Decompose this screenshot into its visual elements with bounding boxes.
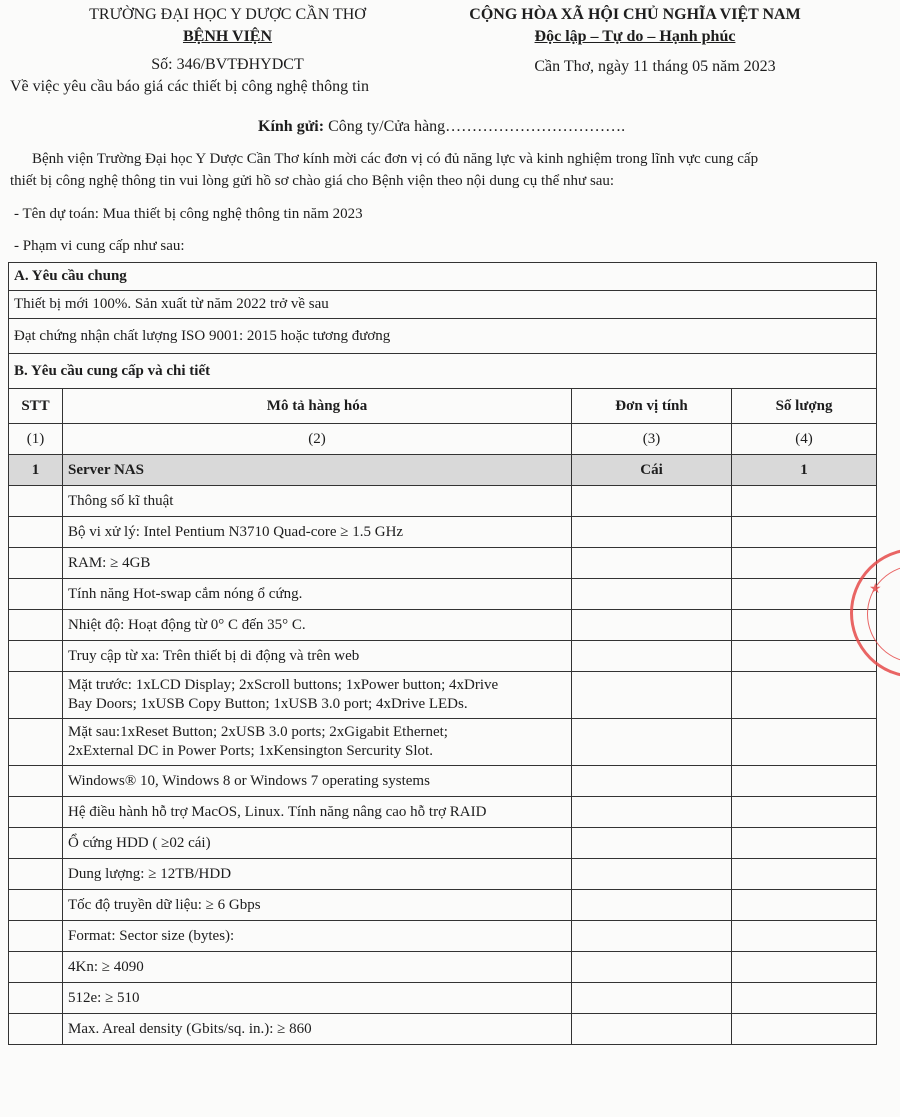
doc-subject: Về việc yêu cầu báo giá các thiết bị công nghệ thông tin (10, 78, 369, 95)
spec-row (9, 486, 877, 517)
spec-row (9, 859, 877, 890)
spec-text: Hệ điều hành hỗ trợ MacOS, Linux. Tính năng nâng cao hỗ trợ RAID (63, 797, 572, 828)
item-quantity: 1 (732, 455, 877, 486)
doc-number: Số: 346/BVTĐHYDCT (151, 56, 304, 73)
org-name: BỆNH VIỆN (182, 28, 273, 45)
spec-row (9, 952, 877, 983)
spec-row (9, 890, 877, 921)
intro-paragraph: Bệnh viện Trường Đại học Y Dược Cần Thơ kính mời các đơn vị có đủ năng lực và kinh nghiệm trong lĩnh vực cung cấp (32, 151, 759, 167)
requirement-row (9, 319, 877, 354)
col-header-description: Mô tả hàng hóa (63, 389, 572, 424)
spec-text: Windows® 10, Windows 8 or Windows 7 operating systems (63, 766, 572, 797)
national-motto: Độc lập – Tự do – Hạnh phúc (534, 28, 736, 45)
spec-text: 4Kn: ≥ 4090 (63, 952, 572, 983)
spec-row (9, 766, 877, 797)
spec-text: Truy cập từ xa: Trên thiết bị di động và trên web (63, 641, 572, 672)
item-row (9, 455, 877, 486)
spec-text: Bộ vi xử lý: Intel Pentium N3710 Quad-core ≥ 1.5 GHz (63, 517, 572, 548)
recipient (258, 118, 625, 136)
spec-row (9, 797, 877, 828)
requirement-row (9, 291, 877, 319)
item-name: Server NAS (63, 455, 572, 486)
spec-text: Thông số kĩ thuật (63, 486, 572, 517)
col-header-unit: Đơn vị tính (572, 389, 732, 424)
spec-row (9, 983, 877, 1014)
scope-label: - Phạm vi cung cấp như sau: (14, 238, 185, 254)
item-unit: Cái (572, 455, 732, 486)
spec-text: Format: Sector size (bytes): (63, 921, 572, 952)
spec-text (63, 672, 572, 719)
spec-row (9, 828, 877, 859)
spec-text: Nhiệt độ: Hoạt động từ 0° C đến 35° C. (63, 610, 572, 641)
column-number-row (9, 424, 877, 455)
col-header-quantity: Số lượng (732, 389, 877, 424)
spec-line: Mặt trước: 1xLCD Display; 2xScroll buttons; 1xPower button; 4xDrive (68, 677, 499, 693)
spec-text: Dung lượng: ≥ 12TB/HDD (63, 859, 572, 890)
recipient-label: Kính gửi: (258, 118, 325, 135)
spec-line: Bay Doors; 1xUSB Copy Button; 1xUSB 3.0 port; 4xDrive LEDs. (68, 696, 468, 712)
spec-row (9, 921, 877, 952)
spec-row (9, 1014, 877, 1045)
requirement-text: Đạt chứng nhận chất lượng ISO 9001: 2015 hoặc tương đương (9, 319, 877, 354)
col-number: (1) (9, 424, 63, 455)
section-b-title: B. Yêu cầu cung cấp và chi tiết (9, 354, 877, 389)
spec-text: Max. Areal density (Gbits/sq. in.): ≥ 860 (63, 1014, 572, 1045)
spec-text: Tốc độ truyền dữ liệu: ≥ 6 Gbps (63, 890, 572, 921)
col-header-stt: STT (9, 389, 63, 424)
col-number: (2) (63, 424, 572, 455)
section-a-row (9, 263, 877, 291)
seal-star-icon: ★ (869, 582, 882, 597)
recipient-value: Công ty/Cửa hàng……………………………. (328, 118, 626, 135)
spec-row (9, 610, 877, 641)
column-header-row (9, 389, 877, 424)
intro-paragraph-cont: thiết bị công nghệ thông tin vui lòng gửi hồ sơ chào giá cho Bệnh viện theo nội dung cụ thể như sau: (10, 173, 615, 189)
spec-row (9, 579, 877, 610)
seal-inner-ring (867, 565, 900, 663)
spec-row (9, 548, 877, 579)
spec-text: RAM: ≥ 4GB (63, 548, 572, 579)
estimate-name: - Tên dự toán: Mua thiết bị công nghệ thông tin năm 2023 (14, 206, 363, 222)
place-date: Cần Thơ, ngày 11 tháng 05 năm 2023 (534, 58, 776, 75)
spec-row (9, 517, 877, 548)
spec-row (9, 719, 877, 766)
item-stt: 1 (9, 455, 63, 486)
spec-row (9, 641, 877, 672)
spec-text: Ổ cứng HDD ( ≥02 cái) (63, 828, 572, 859)
org-parent: TRƯỜNG ĐẠI HỌC Y DƯỢC CẦN THƠ (89, 6, 366, 23)
spec-text (63, 719, 572, 766)
section-a-title: A. Yêu cầu chung (9, 263, 877, 291)
spec-text: Tính năng Hot-swap cắm nóng ổ cứng. (63, 579, 572, 610)
col-number: (3) (572, 424, 732, 455)
spec-text: 512e: ≥ 510 (63, 983, 572, 1014)
requirements-table (8, 262, 877, 1045)
national-title: CỘNG HÒA XÃ HỘI CHỦ NGHĨA VIỆT NAM (469, 6, 801, 23)
spec-line: 2xExternal DC in Power Ports; 1xKensington Sercurity Slot. (68, 743, 433, 759)
section-b-row (9, 354, 877, 389)
requirement-text: Thiết bị mới 100%. Sản xuất từ năm 2022 trở về sau (9, 291, 877, 319)
col-number: (4) (732, 424, 877, 455)
spec-row (9, 672, 877, 719)
spec-line: Mặt sau:1xReset Button; 2xUSB 3.0 ports; 2xGigabit Ethernet; (68, 724, 448, 740)
